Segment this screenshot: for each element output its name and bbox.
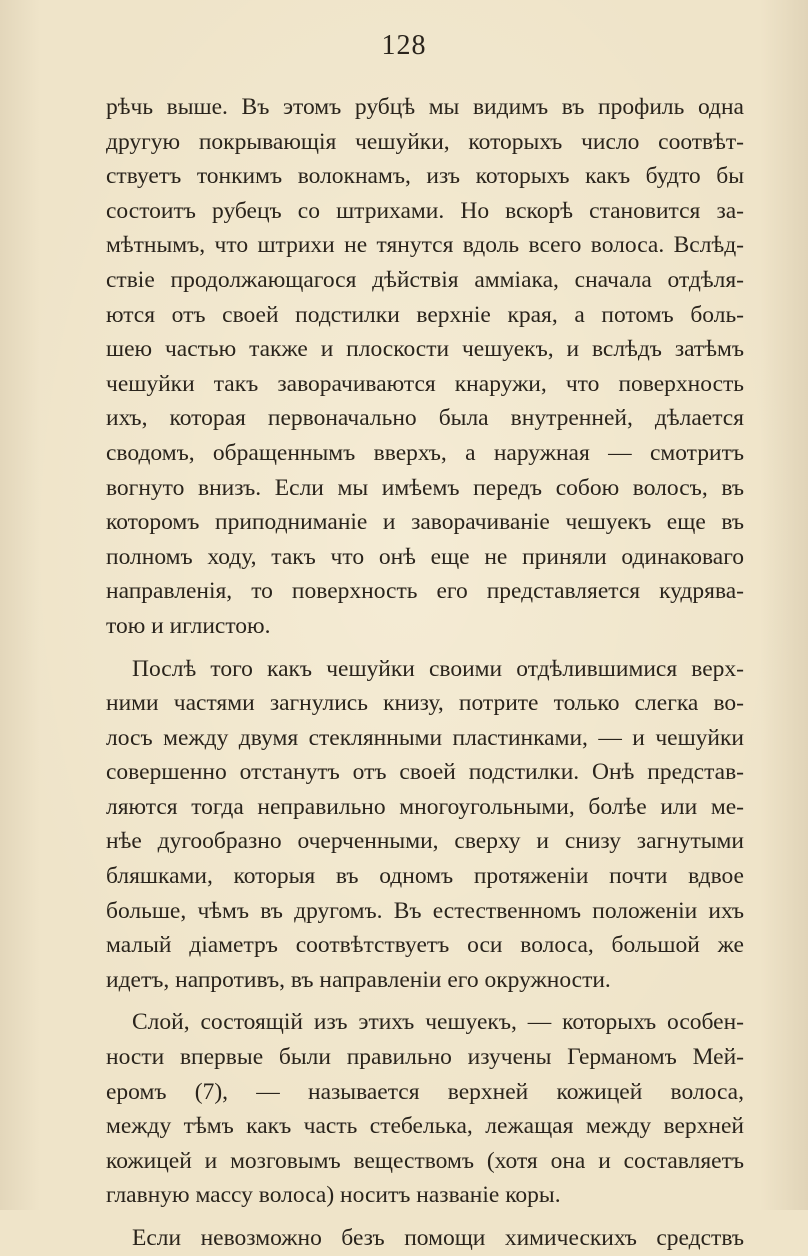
text-line: мѣтнымъ, что штрихи не тянутся вдоль всего волоса. Вслѣд-: [106, 232, 744, 259]
text-line: полномъ ходу, такъ что онѣ еще не приняли одинаковаго: [106, 543, 744, 570]
page-number: 128: [381, 30, 427, 61]
text-line: главную массу волоса) носитъ названіе коры.: [106, 1182, 561, 1209]
text-line: тою и иглистою.: [106, 612, 271, 639]
text-line: между тѣмъ какъ часть стебелька, лежащая между верхней: [106, 1113, 744, 1140]
text-line: больше, чѣмъ въ другомъ. Въ естественномъ положеніи ихъ: [106, 897, 744, 924]
text-line: сводомъ, обращеннымъ вверхъ, а наружная — смотритъ: [106, 439, 744, 466]
paragraph-3: [106, 1005, 744, 1213]
text-line: бляшками, которыя въ одномъ протяженіи почти вдвое: [106, 863, 744, 890]
text-line: вогнуто внизъ. Если мы имѣемъ передъ собою волосъ, въ: [106, 474, 744, 501]
text-line: которомъ приподниманіе и заворачиваніе чешуекъ еще въ: [106, 509, 744, 536]
text-line: ствуетъ тонкимъ волокнамъ, изъ которыхъ какъ будто бы: [106, 163, 744, 190]
text-line: Слой, состоящій изъ этихъ чешуекъ, — которыхъ особен-: [132, 1009, 744, 1036]
text-line: Если невозможно безъ помощи химическихъ средствъ: [132, 1225, 744, 1251]
text-line: идетъ, напротивъ, въ направленіи его окружности.: [106, 966, 611, 993]
text-line: малый діаметръ соотвѣтствуетъ оси волоса, большой же: [106, 932, 744, 959]
text-line: рѣчь выше. Въ этомъ рубцѣ мы видимъ въ профиль одна: [106, 94, 744, 120]
paragraph-2: [106, 652, 744, 998]
text-line: еромъ (7), — называется верхней кожицей волоса,: [106, 1078, 744, 1105]
text-line: шею частью также и плоскости чешуекъ, и вслѣдъ затѣмъ: [106, 336, 744, 363]
text-line: другую покрывающія чешуйки, которыхъ число соотвѣт-: [106, 128, 744, 155]
paragraph-4: [106, 1221, 744, 1256]
text-line: состоитъ рубецъ со штрихами. Но вскорѣ становится за-: [106, 197, 744, 224]
text-line: Послѣ того какъ чешуйки своими отдѣлившимися верх-: [132, 655, 744, 682]
text-line: чешуйки такъ заворачиваются кнаружи, что поверхность: [106, 370, 744, 397]
text-line: совершенно отстанутъ отъ своей подстилки. Онѣ представ-: [106, 759, 744, 786]
text-line: ляются тогда неправильно многоугольными, болѣе или ме-: [106, 793, 744, 820]
text-line: нѣе дугообразно очерченными, сверху и снизу загнутыми: [106, 828, 744, 855]
text-line: ихъ, которая первоначально была внутренней, дѣлается: [106, 405, 744, 432]
body-text: [106, 90, 744, 1256]
text-line: ними частями загнулись книзу, потрите только слегка во-: [106, 690, 744, 717]
text-line: ствіе продолжающагося дѣйствія амміака, сначала отдѣля-: [106, 266, 744, 293]
text-line: направленія, то поверхность его представляется кудрява-: [106, 578, 744, 605]
text-line: кожицей и мозговымъ веществомъ (хотя она и составляетъ: [106, 1147, 744, 1174]
paragraph-1: [106, 90, 744, 644]
text-line: лосъ между двумя стеклянными пластинками, — и чешуйки: [106, 724, 744, 751]
text-line: ются отъ своей подстилки верхніе края, а потомъ боль-: [106, 301, 744, 328]
text-line: ности впервые были правильно изучены Германомъ Мей-: [106, 1044, 744, 1071]
